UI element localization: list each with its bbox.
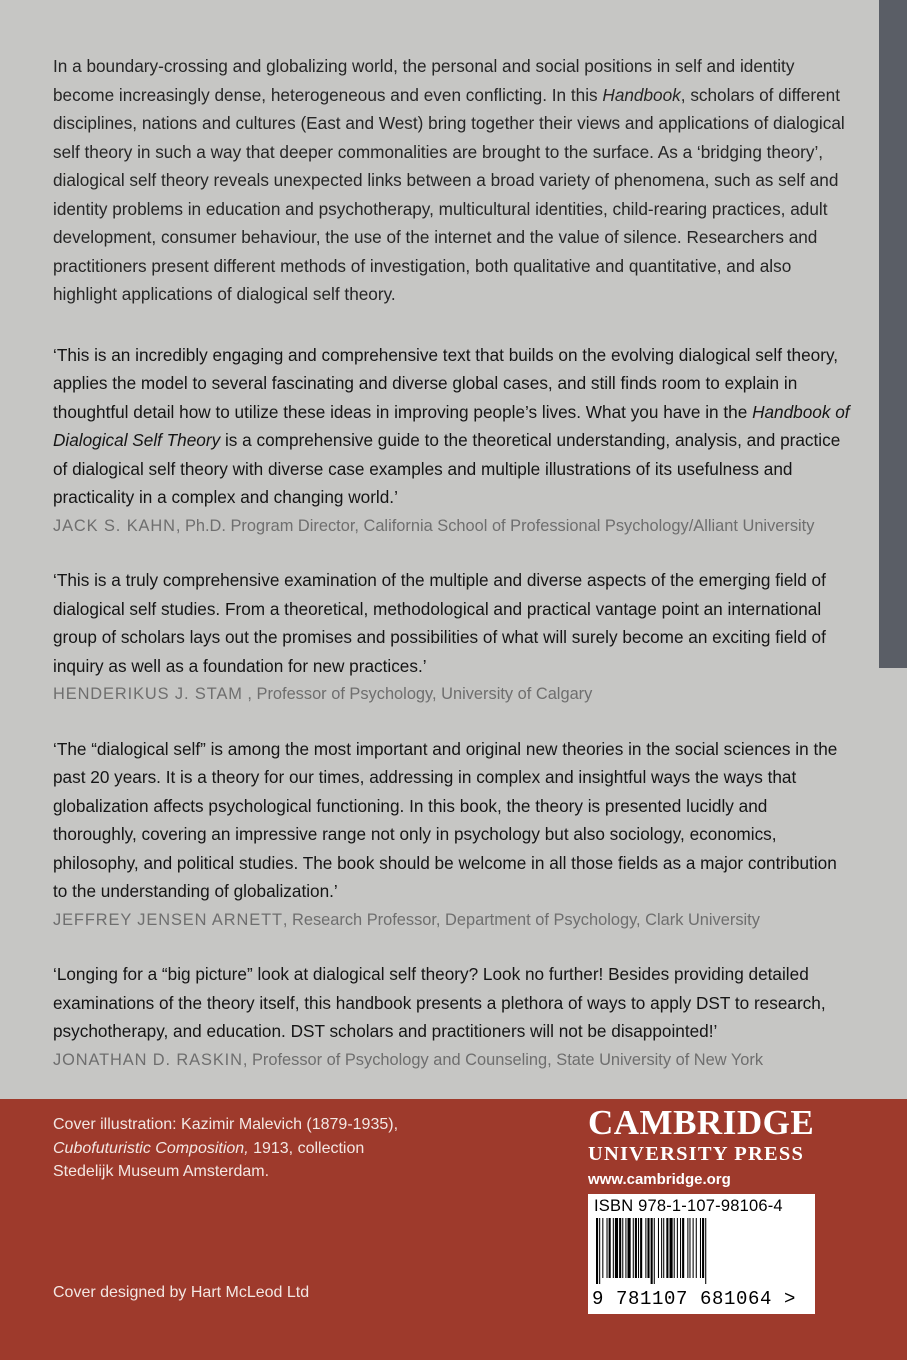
barcode-bar [687,1218,688,1278]
barcode-bar [693,1218,694,1278]
barcode-bar [633,1218,634,1278]
isbn-number: ISBN 978-1-107-98106-4 [594,1197,783,1215]
book-description: In a boundary-crossing and globalizing world, the personal and social positions in self and identity become increasingly dense, heterogeneous and even conflicting. In this Handbook, scholars of different disciplines, nations and cultures (East and West) bring together their views and applications of dialogical self theory in such a way that deeper commonalities are brought to the surface. As a ‘bridging theory’, dialogical self theory reveals unexpected links between a broad variety of phenomena, such as self and identity problems in education and psychotherapy, multicultural identities, child-rearing practices, adult development, consumer behaviour, the use of the internet and the value of silence. Researchers and practitioners present different methods of investigation, both qualitative and quantitative, and also highlight applications of dialogical self theory. [53,56,845,304]
barcode-bar [666,1218,668,1278]
barcode-bar [702,1218,704,1278]
barcode-bar [613,1218,614,1278]
barcode-bar [596,1218,598,1284]
endorsement-attribution: JEFFREY JENSEN ARNETT, Research Professor, Department of Psychology, Clark University [53,910,760,929]
barcode-bar [674,1218,675,1278]
barcode-bar [663,1218,664,1278]
publisher-name: CAMBRIDGE [588,1103,815,1142]
barcode-bar [700,1218,701,1278]
endorsement-quote: ‘This is a truly comprehensive examination of the multiple and diverse aspects of the emerging field of dialogical self studies. From a theoretical, methodological and practical vantage point an international group of scholars lays out the promises and possibilities of what will surely become an exciting field of inquiry as well as a foundation for new practices.’ [53,570,826,676]
publisher-subtitle: UNIVERSITY PRESS [588,1143,805,1165]
publisher-url: www.cambridge.org [588,1171,731,1188]
barcode-bar [658,1218,659,1278]
endorsement-quote: ‘This is an incredibly engaging and comprehensive text that builds on the evolving dialogical self theory, applies the model to several fascinating and diverse global cases, and still finds room to explain in thoughtful detail how to utilize these ideas in improving people’s lives. What you have in the Handbook of Dialogical Self Theory is a comprehensive guide to the theoretical understanding, analysis, and practice of dialogical self theory with diverse case examples and multiple illustrations of its usefulness and practicality in a complex and changing world.’ [53,344,850,507]
barcode-bar [609,1218,611,1278]
endorsement-quote: ‘The “dialogical self” is among the most important and original new theories in the social sciences in the past 20 years. It is a theory for our times, addressing in complex and insightful ways the ways that globalization affects psychological functioning. In this book, the theory is presented lucidly and thoroughly, covering an impressive range not only in psychology but also sociology, economics, philosophy, and political studies. The book should be welcome in all those fields as a major contribution to the understanding of globalization.’ [53,738,838,901]
cover-designer-credit: Cover designed by Hart McLeod Ltd [53,1284,310,1301]
handbook-italic: Handbook [602,84,681,105]
endorser-name: HENDERIKUS J. STAM [53,685,243,703]
publisher-logo [588,1103,818,1191]
barcode-digits: 9 781107 681064 > [592,1288,797,1310]
barcode-bar [599,1218,600,1284]
barcode-bar [615,1218,618,1278]
endorser-name: JACK S. KAHN [53,516,176,535]
endorsement-attribution: JONATHAN D. RASKIN, Professor of Psychology and Counseling, State University of New York [53,1050,764,1069]
barcode-bar [645,1218,646,1278]
cover-illustration-credit: Cover illustration: Kazimir Malevich (1879-1935), Cubofuturistic Composition, 1913, collection Stedelijk Museum Amsterdam. [53,1116,399,1180]
barcode-bar [677,1218,678,1278]
barcode-bar [607,1218,608,1278]
back-cover-text [53,52,853,1074]
endorser-name: JEFFREY JENSEN ARNETT [53,910,283,929]
barcode-bar [689,1218,690,1278]
barcode-bar [705,1218,706,1284]
barcode-bar [619,1218,621,1278]
barcode-bar [628,1218,631,1278]
barcode-bar [640,1218,642,1278]
barcode-bar [635,1218,637,1278]
barcode-bar [651,1218,653,1284]
endorsement-attribution: HENDERIKUS J. STAM , Professor of Psychology, University of Calgary [53,685,593,703]
barcode-bar [602,1218,603,1278]
barcode-bar [670,1218,673,1278]
endorser-name: JONATHAN D. RASKIN [53,1050,243,1069]
barcode-bar [654,1218,655,1284]
barcode-bar [638,1218,639,1278]
endorsement-quote: ‘Longing for a “big picture” look at dialogical self theory? Look no further! Besides providing detailed examinations of the theory itself, this handbook presents a plethora of ways to apply DST to research, psychotherapy, and education. DST scholars and practitioners will not be disappointed!’ [53,964,826,1041]
barcode-bar [625,1218,626,1278]
isbn-barcode-box [588,1194,815,1314]
barcode-icon [596,1218,804,1284]
barcode-bar [647,1218,649,1278]
endorsement-attribution: JACK S. KAHN, Ph.D. Program Director, California School of Professional Psychology/Alliant University [53,516,815,535]
barcode-bar [682,1218,684,1278]
barcode-bar [680,1218,681,1278]
spine-edge-band [879,0,907,668]
barcode-bar [622,1218,623,1278]
barcode-bar [661,1218,662,1278]
barcode-bar [696,1218,697,1278]
